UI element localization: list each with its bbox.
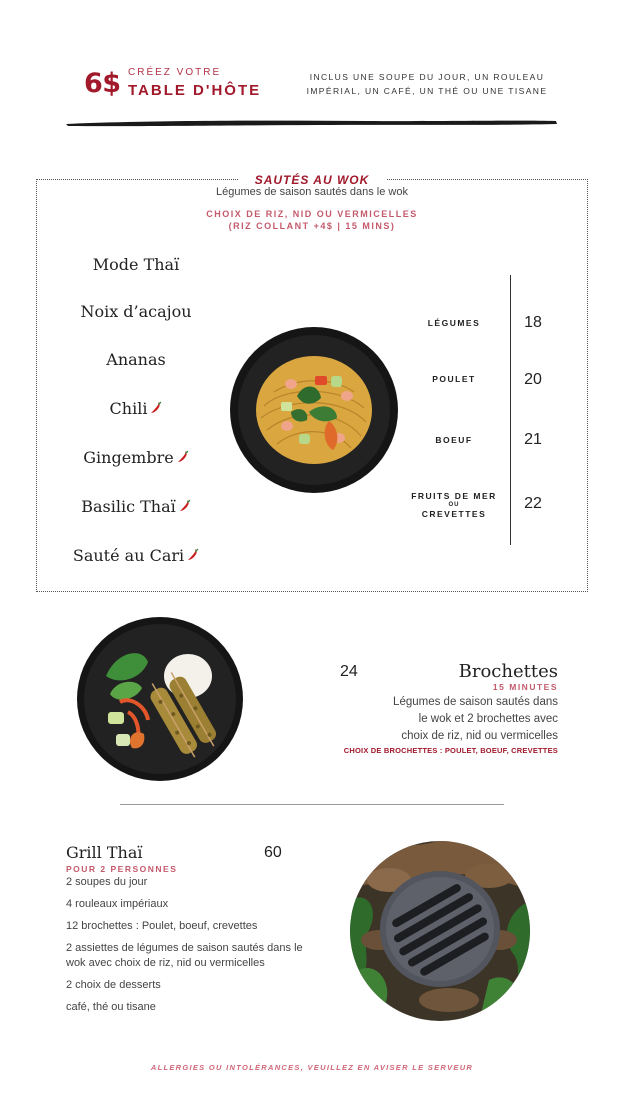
grill-title: Grill Thaï <box>66 843 143 862</box>
chili-pepper-icon <box>150 400 162 419</box>
protein-poulet-price: 20 <box>524 371 542 388</box>
brochettes-choice: CHOIX DE BROCHETTES : POULET, BOEUF, CREVETTES <box>343 746 558 755</box>
section-divider <box>120 804 504 805</box>
list-item: 2 assiettes de légumes de saison sautés dans le wok avec choix de riz, nid ou vermicelles <box>66 942 303 969</box>
list-item: 4 rouleaux impériaux <box>66 898 169 910</box>
wok-item <box>56 546 216 566</box>
wok-subtitle: Légumes de saison sautés dans le wok <box>215 186 408 198</box>
chili-pepper-icon <box>187 547 199 566</box>
wok-item <box>56 350 216 369</box>
brochettes-description <box>380 694 558 745</box>
protein-fruits-de-mer-label <box>404 490 504 520</box>
brochettes-dish-image <box>76 616 244 782</box>
wok-item-label: Ananas <box>106 350 166 369</box>
wok-item <box>56 302 216 321</box>
create-label: CRÉEZ VOTRE <box>128 67 222 78</box>
protein-poulet-label: POULET <box>432 374 476 384</box>
protein-fruits-de-mer-line2: CREVETTES <box>421 509 487 519</box>
wok-item <box>56 255 216 274</box>
wok-noodle-dish-image <box>229 326 399 494</box>
wok-item-label: Chili <box>109 399 148 418</box>
table-hote-price: 6$ <box>84 68 121 99</box>
wok-item <box>56 448 216 468</box>
protein-legumes-price: 18 <box>524 314 542 331</box>
list-item: café, thé ou tisane <box>66 1001 156 1013</box>
brochettes-desc-line2: le wok et 2 brochettes avec <box>418 713 558 725</box>
brochettes-title: Brochettes <box>458 661 558 682</box>
grill-items-list <box>66 875 306 1022</box>
price-divider <box>510 275 511 545</box>
chili-pepper-icon <box>179 498 191 517</box>
protein-boeuf-price: 21 <box>524 431 542 448</box>
brochettes-desc-line1: Légumes de saison sautés dans <box>393 696 558 708</box>
wok-item <box>56 497 216 517</box>
protein-fruits-de-mer-line1: FRUITS DE MER <box>411 491 497 501</box>
brochettes-desc-line3: choix de riz, nid ou vermicelles <box>401 730 558 742</box>
wok-choice-note <box>150 208 474 232</box>
wok-choice-line2: (RIZ COLLANT +4$ | 15 MINS) <box>228 221 396 231</box>
wok-item-label: Noix d’acajou <box>80 302 192 321</box>
brochettes-price: 24 <box>340 663 358 680</box>
protein-legumes-label: LÉGUMES <box>427 318 481 328</box>
wok-item-label: Sauté au Cari <box>72 546 185 565</box>
wok-choice-line1: CHOIX DE RIZ, NID OU VERMICELLES <box>206 209 418 219</box>
chili-pepper-icon <box>177 449 189 468</box>
protein-boeuf-label: BOEUF <box>435 435 473 445</box>
grill-price: 60 <box>264 844 282 861</box>
brochettes-time: 15 MINUTES <box>492 682 558 692</box>
includes-note: INCLUS UNE SOUPE DU JOUR, UN ROULEAU IMPÉRIAL, UN CAFÉ, UN THÉ OU UNE TISANE <box>306 72 548 96</box>
brush-stroke-divider <box>66 118 558 128</box>
protein-or-label: OU <box>448 502 460 508</box>
list-item: 12 brochettes : Poulet, boeuf, crevettes <box>66 920 258 932</box>
protein-fruits-de-mer-price: 22 <box>524 495 542 512</box>
table-hote-title: TABLE D'HÔTE <box>128 82 262 99</box>
wok-item <box>56 399 216 419</box>
wok-item-label: Mode Thaï <box>92 255 180 274</box>
wok-item-label: Gingembre <box>83 448 174 467</box>
allergy-notice: ALLERGIES OU INTOLÉRANCES, VEUILLEZ EN AVISER LE SERVEUR <box>150 1063 474 1072</box>
grill-thai-image <box>349 840 531 1022</box>
wok-item-label: Basilic Thaï <box>81 497 176 516</box>
grill-subtitle: POUR 2 PERSONNES <box>66 864 178 874</box>
list-item: 2 choix de desserts <box>66 979 161 991</box>
wok-section-title: SAUTÉS AU WOK <box>254 173 370 187</box>
list-item: 2 soupes du jour <box>66 876 148 888</box>
